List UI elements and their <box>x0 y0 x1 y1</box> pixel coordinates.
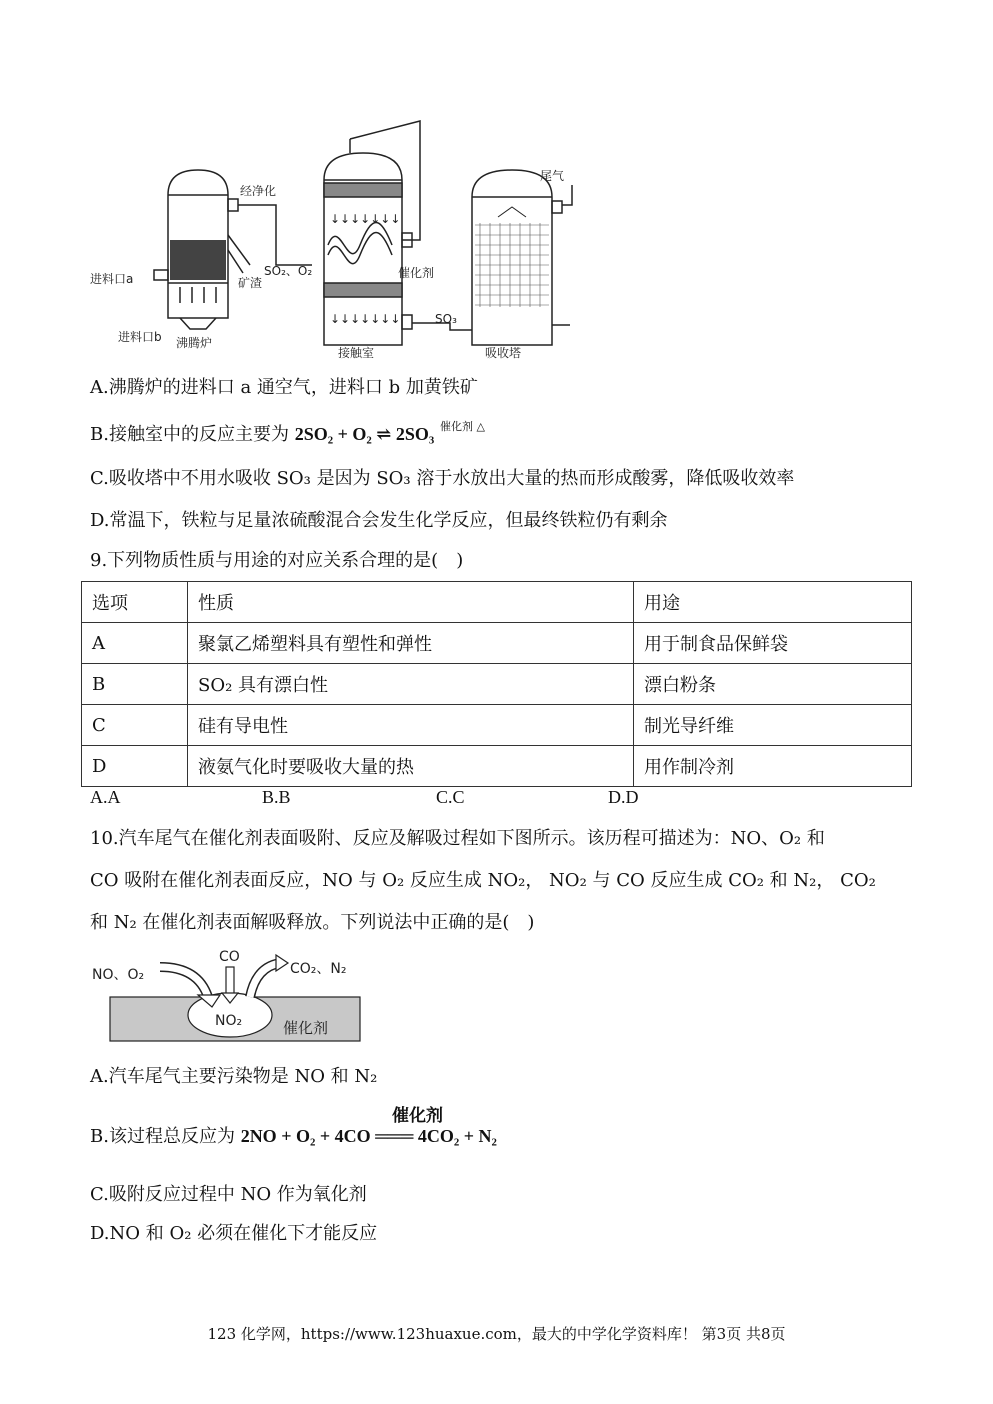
cell-property: SO₂ 具有漂白性 <box>188 664 634 705</box>
label-boiling-furnace: 沸腾炉 <box>176 336 213 350</box>
q9-answer-d: D.D <box>608 787 639 807</box>
q10-option-d: D.NO 和 O₂ 必须在催化下才能反应 <box>90 1223 378 1244</box>
page-footer: 123 化学网，https://www.123huaxue.com，最大的中学化学资料库！ 第3页 共8页 <box>207 1325 786 1343</box>
svg-text:↓↓↓↓↓↓↓: ↓↓↓↓↓↓↓ <box>330 212 401 226</box>
table-row <box>82 705 912 746</box>
cell-use: 用于制食品保鲜袋 <box>634 623 912 664</box>
diagram-co-label: CO <box>219 949 240 965</box>
cell-use: 用作制冷剂 <box>634 746 912 787</box>
diagram-in-label: NO、O₂ <box>92 967 145 983</box>
cell-option: A <box>82 623 188 664</box>
q10-stem-line1: 10.汽车尾气在催化剂表面吸附、反应及解吸过程如下图所示。该历程可描述为：NO、O₂ 和 <box>90 828 825 849</box>
label-inlet-a: 进料口a <box>90 272 134 286</box>
q9-table <box>81 581 912 787</box>
q10-stem-line3: 和 N₂ 在催化剂表面解吸释放。下列说法中正确的是( ) <box>90 912 535 933</box>
q9-stem: 9.下列物质性质与用途的对应关系合理的是( ) <box>90 550 464 571</box>
q8-option-b-condition: 催化剂 △ <box>439 420 485 433</box>
q8-option-c: C.吸收塔中不用水吸收 SO₃ 是因为 SO₃ 溶于水放出大量的热而形成酸雾，降低吸收效率 <box>90 468 795 489</box>
cell-option: B <box>82 664 188 705</box>
table-row <box>82 664 912 705</box>
q8-option-b-prefix: B.接触室中的反应主要为 <box>90 424 289 445</box>
cell-property: 硅有导电性 <box>188 705 634 746</box>
header-option: 选项 <box>82 582 188 623</box>
diagram-center-label: NO₂ <box>215 1013 243 1029</box>
q8-option-b-equation: 2SO₂ + O₂ ⇌ 2SO₃ <box>294 424 435 444</box>
cell-option: C <box>82 705 188 746</box>
label-purified: 经净化 <box>240 184 277 198</box>
table-header-row <box>82 582 912 623</box>
label-catalyst: 催化剂 <box>398 266 435 280</box>
table-row <box>82 746 912 787</box>
label-gas-in: SO₂、O₂ <box>264 264 313 278</box>
label-inlet-b: 进料口b <box>118 330 162 344</box>
header-property: 性质 <box>188 582 634 623</box>
q8-option-b <box>90 418 485 446</box>
cell-use: 漂白粉条 <box>634 664 912 705</box>
label-slag: 矿渣 <box>238 276 263 290</box>
q9-answer-c: C.C <box>436 787 465 807</box>
cell-property: 液氨气化时要吸收大量的热 <box>188 746 634 787</box>
q10-option-c: C.吸附反应过程中 NO 作为氧化剂 <box>90 1184 367 1205</box>
header-use: 用途 <box>634 582 912 623</box>
q8-option-a: A.沸腾炉的进料口 a 通空气，进料口 b 加黄铁矿 <box>90 377 478 398</box>
q8-option-d: D.常温下，铁粒与足量浓硫酸混合会发生化学反应，但最终铁粒仍有剩余 <box>90 510 668 531</box>
label-so3: SO₃ <box>435 312 457 326</box>
catalyst-surface-diagram <box>88 945 378 1045</box>
q10-option-b-equation: 2NO + O₂ + 4CO ═══ 4CO₂ + N₂ <box>240 1126 497 1146</box>
sulfuric-acid-process-diagram <box>80 105 600 365</box>
diagram-surface-label: 催化剂 <box>283 1019 329 1037</box>
label-contact-chamber: 接触室 <box>338 346 375 360</box>
label-absorber: 吸收塔 <box>485 346 522 360</box>
q10-option-a: A.汽车尾气主要污染物是 NO 和 N₂ <box>90 1066 378 1087</box>
table-row <box>82 623 912 664</box>
label-tail-gas: 尾气 <box>540 169 565 183</box>
cell-property: 聚氯乙烯塑料具有塑性和弹性 <box>188 623 634 664</box>
svg-text:↓↓↓↓↓↓↓: ↓↓↓↓↓↓↓ <box>330 312 401 326</box>
cell-use: 制光导纤维 <box>634 705 912 746</box>
q9-answer-a: A.A <box>90 787 121 807</box>
q9-answer-b: B.B <box>262 787 291 807</box>
q10-option-b-condition: 催化剂 <box>392 1106 443 1125</box>
diagram-out-label: CO₂、N₂ <box>290 961 347 977</box>
q10-option-b-prefix: B.该过程总反应为 <box>90 1126 235 1147</box>
cell-option: D <box>82 746 188 787</box>
q10-stem-line2: CO 吸附在催化剂表面反应，NO 与 O₂ 反应生成 NO₂， NO₂ 与 CO 反应生成 CO₂ 和 N₂， CO₂ <box>90 870 876 891</box>
